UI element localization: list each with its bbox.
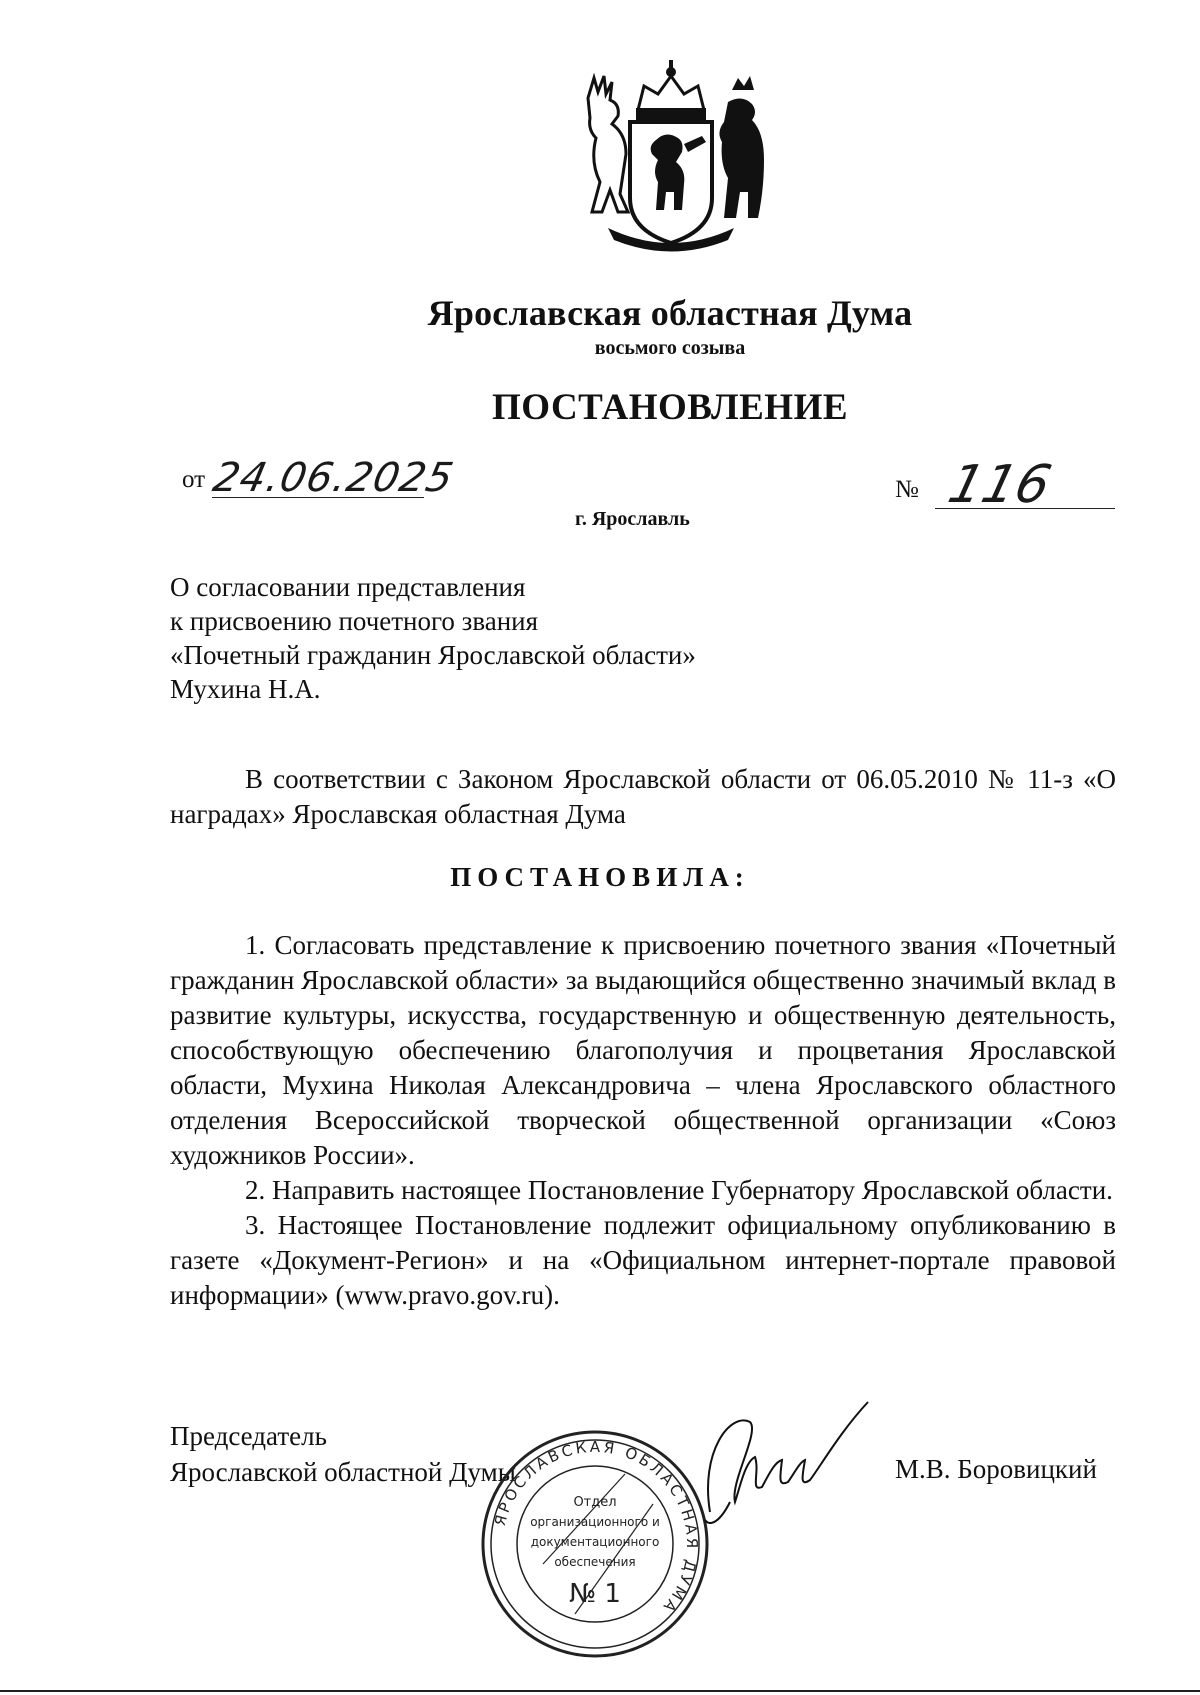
handwritten-number: 116 [942, 455, 1057, 515]
decree-heading: ПОСТАНОВИЛА: [450, 862, 750, 892]
signatory-position [170, 1418, 516, 1490]
preamble-paragraph [170, 762, 1116, 832]
number-label: № [895, 476, 919, 503]
convocation-subtitle: восьмого созыва [594, 337, 746, 359]
subject-line: Мухина Н.А. [170, 674, 321, 704]
svg-text:№ 1: № 1 [569, 1579, 621, 1609]
number-underline [935, 508, 1115, 509]
resolution-item: 1. Согласовать представление к присвоению почетного звания «Почетный гражданин Ярославской области» за выдающийся общественно значимый вклад в развитие культуры, искусства, государственную и общественную деятельность, способствующую обеспечению благополучия и процветания Ярославской области, Мухина Николая Александровича – члена Ярославского областного отделения Всероссийской творческой общественной организации «Союз художников России». [170, 930, 1116, 1170]
preamble-text: В соответствии с Законом Ярославской области от 06.05.2010 № 11-з «О наградах» Ярославская областная Дума [170, 764, 1116, 829]
organization-title: Ярославская областная Дума [427, 293, 913, 333]
document-type-heading: ПОСТАНОВЛЕНИЕ [491, 387, 849, 428]
page-bottom-rule [0, 1690, 1200, 1692]
subject-line: «Почетный гражданин Ярославской области» [170, 640, 696, 670]
handwritten-date: 24.06.2025 [209, 455, 458, 501]
resolution-items [170, 928, 1116, 1313]
resolution-item: 2. Направить настоящее Постановление Губернатору Ярославской области. [245, 1175, 1113, 1205]
resolution-item: 3. Настоящее Постановление подлежит официальному опубликованию в газете «Документ-Регион» и на «Официальном интернет-портале правовой информации» (www.pravo.gov.ru). [170, 1210, 1116, 1310]
date-underline [212, 497, 424, 498]
city-label: г. Ярославль [575, 508, 690, 530]
document-subject [170, 570, 696, 706]
svg-text:обеспечения: обеспечения [554, 1555, 636, 1569]
handwritten-signature [690, 1392, 875, 1532]
svg-text:документационного: документационного [530, 1535, 660, 1549]
subject-line: О согласовании представления [170, 572, 526, 602]
svg-text:ЯРОСЛАВСКАЯ ОБЛАСТНАЯ ДУМА: ЯРОСЛАВСКАЯ ОБЛАСТНАЯ ДУМА [490, 1437, 702, 1618]
signatory-name: М.В. Боровицкий [895, 1454, 1097, 1484]
official-stamp [475, 1424, 715, 1664]
position-line: Председатель [170, 1421, 327, 1451]
subject-line: к присвоению почетного звания [170, 606, 539, 636]
svg-text:организационного и: организационного и [530, 1515, 660, 1529]
date-label: от [182, 466, 206, 493]
coat-of-arms-emblem [568, 58, 774, 253]
svg-text:Отдел: Отдел [573, 1495, 617, 1510]
position-line: Ярославской областной Думы [170, 1457, 516, 1487]
